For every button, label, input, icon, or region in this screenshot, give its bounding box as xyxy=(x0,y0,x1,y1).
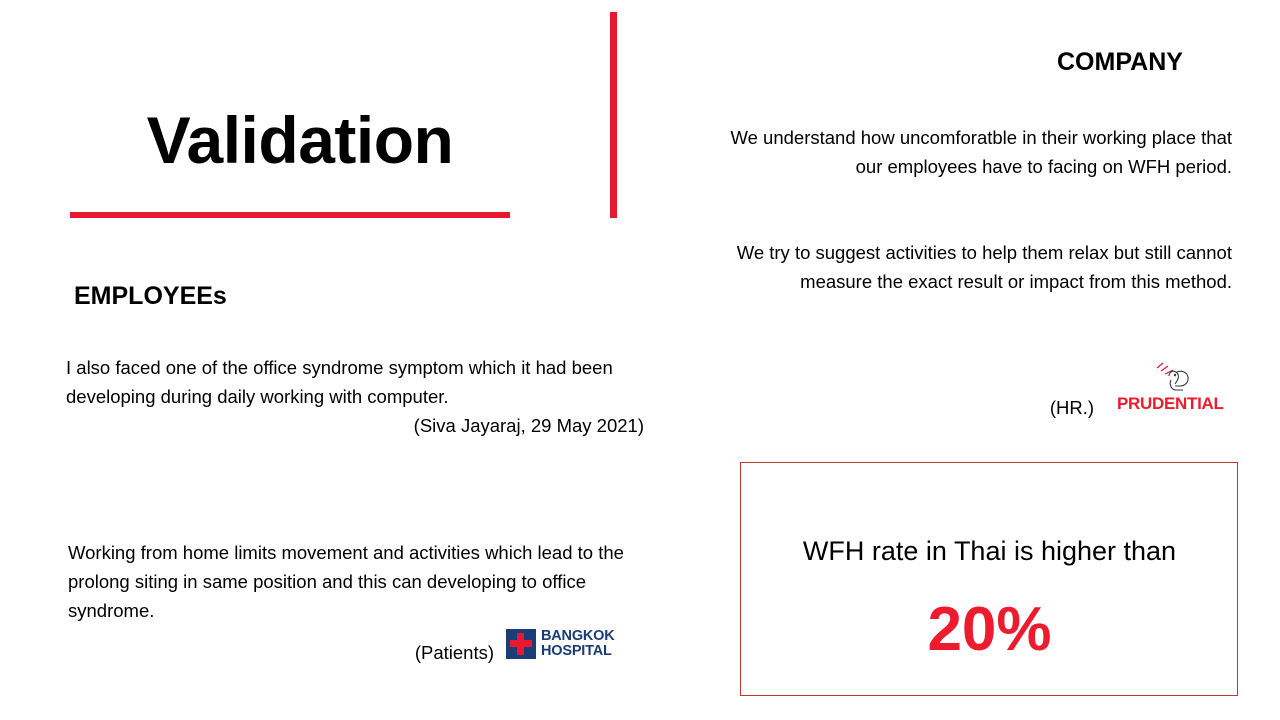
company-section-heading: COMPANY xyxy=(1057,48,1183,76)
company-paragraph-1: We understand how uncomforatble in their working place that our employees have to facing on WFH period. xyxy=(730,127,1232,177)
employee-quote-1-attribution: (Siva Jayaraj, 29 May 2021) xyxy=(413,415,644,436)
prudential-wordmark: PRUDENTIAL xyxy=(1117,394,1224,413)
vertical-divider-rule xyxy=(610,12,617,218)
employee-quote-1-text: I also faced one of the office syndrome symptom which it had been developing during daily working with computer. xyxy=(66,357,613,407)
employees-section-heading: EMPLOYEEs xyxy=(74,282,227,310)
hospital-cross-icon xyxy=(506,629,536,659)
wfh-stat-value: 20% xyxy=(927,595,1052,664)
employee-quote-2-attribution: (Patients) xyxy=(414,642,494,663)
employee-quote-2-text: Working from home limits movement and activities which lead to the prolong siting in same position and this can developing to office syndrome. xyxy=(68,542,624,621)
company-paragraph-2: We try to suggest activities to help them relax but still cannot measure the exact result or impact from this method. xyxy=(736,242,1232,292)
employee-quote-1 xyxy=(66,353,644,440)
prudential-crest-icon xyxy=(1149,362,1197,394)
bangkok-hospital-logo xyxy=(506,626,646,662)
company-attribution: (HR.) xyxy=(1049,397,1094,418)
prudential-logo xyxy=(1117,362,1243,414)
bangkok-hospital-wordmark xyxy=(541,629,615,659)
bangkok-hospital-wordmark-line-1: BANGKOK xyxy=(541,628,615,644)
wfh-stat-caption: WFH rate in Thai is higher than xyxy=(802,536,1177,566)
title-underline-rule xyxy=(70,212,510,218)
page-title: Validation xyxy=(146,103,454,177)
bangkok-hospital-wordmark-line-2: HOSPITAL xyxy=(541,643,612,659)
